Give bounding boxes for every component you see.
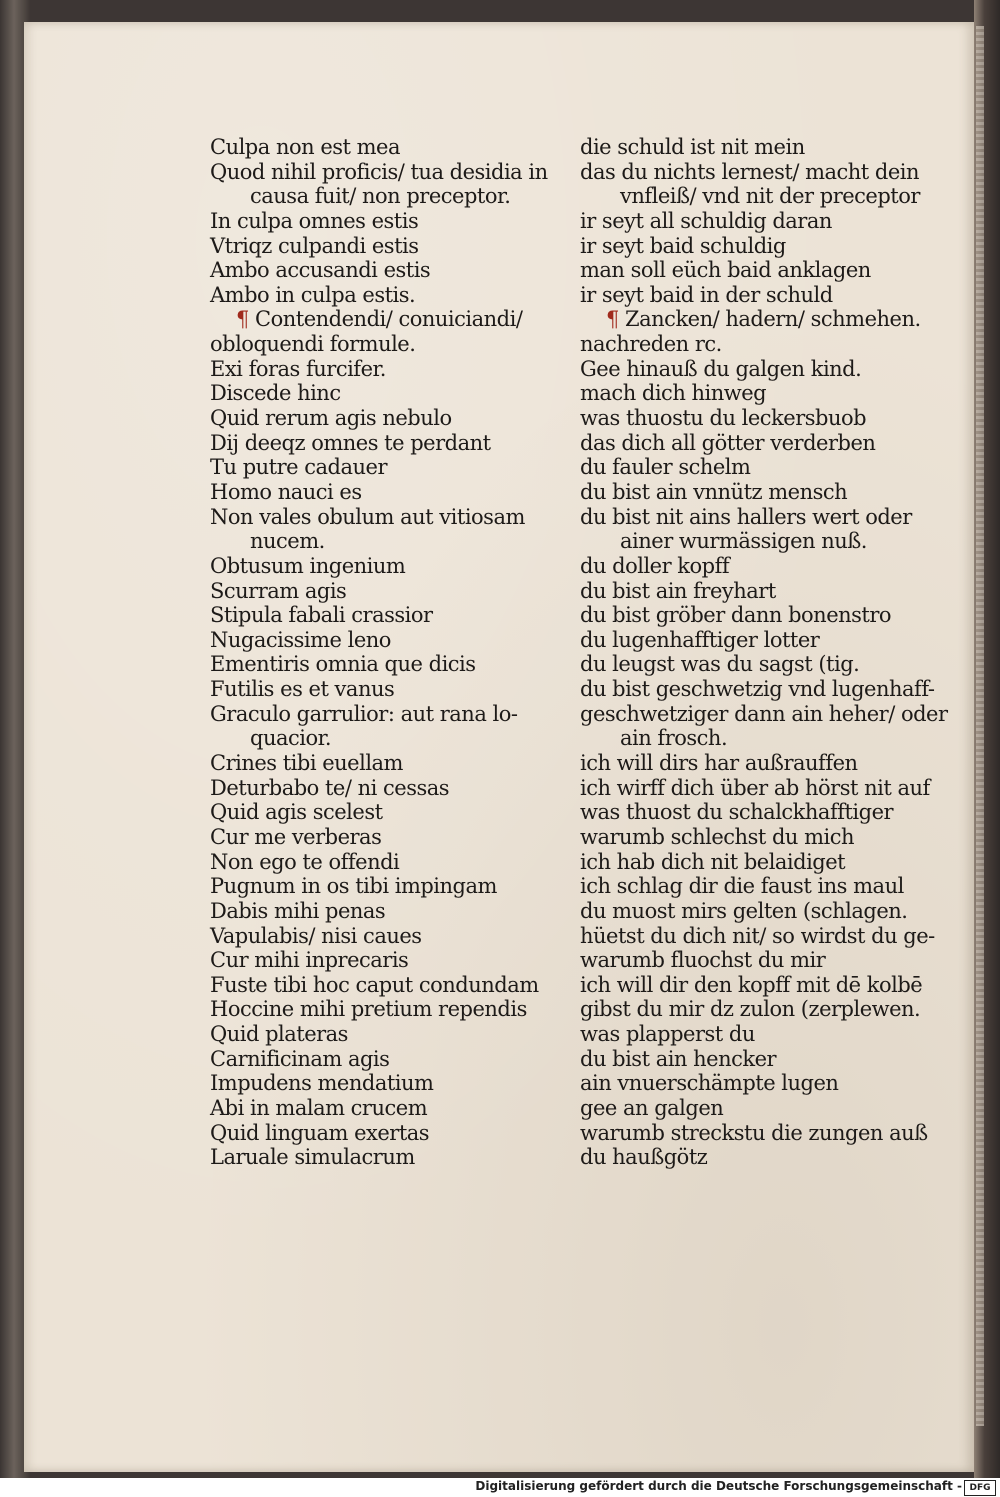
latin-line [210, 381, 590, 406]
german-line-text: du lugenhafftiger lotter [580, 627, 820, 652]
german-line [580, 554, 950, 579]
german-line [580, 702, 950, 727]
latin-line [210, 751, 590, 776]
german-line [580, 825, 950, 850]
latin-line [210, 283, 590, 308]
german-line-text: du bist ain vnnütz mensch [580, 479, 848, 504]
latin-line [210, 258, 590, 283]
latin-line-text: Exi foras furcifer. [210, 356, 386, 381]
latin-line [210, 234, 590, 259]
latin-line-text: Cur me verberas [210, 824, 382, 849]
latin-line [210, 505, 590, 530]
german-line [580, 258, 950, 283]
latin-line [210, 406, 590, 431]
latin-line [210, 726, 590, 751]
german-line [580, 209, 950, 234]
latin-line [210, 357, 590, 382]
latin-line-text: causa fuit/ non preceptor. [250, 184, 511, 209]
german-line [580, 332, 950, 357]
latin-line [210, 480, 590, 505]
latin-line-text: Vapulabis/ nisi caues [210, 923, 422, 948]
latin-column [210, 135, 590, 1170]
latin-line-text: Culpa non est mea [210, 135, 400, 159]
latin-line-text: Ambo accusandi estis [210, 258, 431, 283]
german-line [580, 1022, 950, 1047]
latin-line-text: Fuste tibi hoc caput condundam [210, 972, 539, 997]
german-line [580, 924, 950, 949]
german-line-text: du bist gröber dann bonenstro [580, 603, 892, 628]
german-line [580, 726, 950, 751]
latin-line-text: Cur mihi inprecaris [210, 948, 409, 973]
german-line [580, 603, 950, 628]
german-line [580, 1121, 950, 1146]
german-line-text: gibst du mir dz zulon (zerplewen. [580, 997, 921, 1022]
latin-line-text: Laruale simulacrum [210, 1145, 415, 1170]
german-line [580, 529, 950, 554]
german-line [580, 480, 950, 505]
latin-line [210, 1121, 590, 1146]
latin-line-text: Vtriqz culpandi estis [210, 233, 419, 258]
latin-line [210, 1071, 590, 1096]
german-line-text: ich will dirs har außrauffen [580, 751, 858, 776]
latin-line-text: Quid plateras [210, 1022, 348, 1047]
latin-line-text: Impudens mendatium [210, 1071, 434, 1096]
latin-line [210, 973, 590, 998]
latin-line [210, 332, 590, 357]
latin-line-text: Quid rerum agis nebulo [210, 406, 452, 431]
german-line-text: ich will dir den kopff mit dē kolbē [580, 972, 923, 997]
german-line [580, 899, 950, 924]
german-line-text: vnfleiß/ vnd nit der preceptor [620, 184, 920, 209]
latin-line [210, 628, 590, 653]
latin-line [210, 579, 590, 604]
latin-line-text: Tu putre cadauer [210, 455, 387, 480]
german-line-text: du doller kopff [580, 553, 730, 578]
latin-line [210, 455, 590, 480]
german-line-text: ir seyt all schuldig daran [580, 208, 832, 233]
latin-line [210, 899, 590, 924]
latin-line [210, 160, 590, 185]
german-line [580, 652, 950, 677]
german-line [580, 751, 950, 776]
german-line [580, 776, 950, 801]
german-line [580, 1071, 950, 1096]
dfg-logo: DFG [964, 1480, 996, 1496]
latin-line-text: obloquendi formule. [210, 332, 416, 357]
german-line [580, 874, 950, 899]
german-line-text: mach dich hinweg [580, 381, 767, 406]
latin-line-text: Ambo in culpa estis. [210, 282, 416, 307]
german-line [580, 850, 950, 875]
latin-line-text: Dabis mihi penas [210, 898, 386, 923]
latin-line-text: Non ego te offendi [210, 849, 400, 874]
paragraph-mark-icon: ¶ [236, 307, 256, 332]
latin-line [210, 948, 590, 973]
latin-line [210, 135, 590, 160]
latin-line [210, 776, 590, 801]
german-line [580, 1096, 950, 1121]
latin-line [210, 874, 590, 899]
german-line [580, 1047, 950, 1072]
german-line-text: du muost mirs gelten (schlagen. [580, 898, 908, 923]
german-line [580, 628, 950, 653]
latin-line [210, 1145, 590, 1170]
german-line-text: man soll eüch baid anklagen [580, 258, 871, 283]
german-line [580, 307, 950, 332]
latin-line-text: Hoccine mihi pretium rependis [210, 997, 527, 1022]
latin-line-text: Pugnum in os tibi impingam [210, 874, 497, 899]
german-line-text: hüetst du dich nit/ so wirdst du ge- [580, 923, 935, 948]
german-line [580, 997, 950, 1022]
german-line-text: du bist ain freyhart [580, 578, 776, 603]
latin-line-text: nucem. [250, 529, 325, 554]
german-line-text: du bist geschwetzig vnd lugenhaff- [580, 677, 935, 702]
latin-line [210, 307, 590, 332]
german-line-text: du fauler schelm [580, 455, 751, 480]
footer-bar [0, 1478, 1000, 1497]
latin-line-text: Homo nauci es [210, 479, 362, 504]
german-line-text: Zancken/ hadern/ schmehen. [625, 307, 921, 332]
latin-line-text: Contendendi/ conuiciandi/ [255, 307, 523, 332]
latin-line [210, 209, 590, 234]
german-line-text: was thuostu du leckersbuob [580, 406, 867, 431]
funding-credit: Digitalisierung gefördert durch die Deutsche Forschungsgemeinschaft - [475, 1479, 962, 1493]
page-stack-edge [974, 0, 1000, 1478]
german-line-text: ich hab dich nit belaidiget [580, 849, 846, 874]
german-line-text: Gee hinauß du galgen kind. [580, 356, 862, 381]
german-line [580, 406, 950, 431]
german-line [580, 160, 950, 185]
german-line [580, 184, 950, 209]
german-line-text: ir seyt baid in der schuld [580, 282, 833, 307]
latin-line [210, 677, 590, 702]
latin-line-text: Non vales obulum aut vitiosam [210, 504, 525, 529]
latin-line [210, 702, 590, 727]
latin-line-text: In culpa omnes estis [210, 208, 419, 233]
german-line-text: das du nichts lernest/ macht dein [580, 159, 920, 184]
latin-line [210, 431, 590, 456]
latin-line-text: Nugacissime leno [210, 627, 391, 652]
german-line [580, 431, 950, 456]
german-line [580, 135, 950, 160]
german-line-text: du leugst was du sagst (tig. [580, 652, 860, 677]
german-line-text: ir seyt baid schuldig [580, 233, 786, 258]
latin-line-text: Dij deeqz omnes te perdant [210, 430, 491, 455]
german-line [580, 234, 950, 259]
latin-line-text: Discede hinc [210, 381, 341, 406]
latin-line-text: quacior. [250, 726, 332, 751]
latin-line [210, 1022, 590, 1047]
latin-line-text: Quod nihil proficis/ tua desidia in [210, 159, 548, 184]
german-line [580, 973, 950, 998]
latin-line-text: Carnificinam agis [210, 1046, 390, 1071]
latin-line [210, 652, 590, 677]
latin-line [210, 825, 590, 850]
latin-line-text: Futilis es et vanus [210, 677, 395, 702]
german-line [580, 283, 950, 308]
german-line-text: du bist nit ains hallers wert oder [580, 504, 912, 529]
latin-line-text: Deturbabo te/ ni cessas [210, 775, 450, 800]
german-line-text: du bist ain hencker [580, 1046, 777, 1071]
german-line-text: die schuld ist nit mein [580, 135, 805, 159]
latin-line [210, 554, 590, 579]
latin-line [210, 184, 590, 209]
german-line-text: ain frosch. [620, 726, 728, 751]
german-line-text: das dich all götter verderben [580, 430, 876, 455]
latin-line-text: Scurram agis [210, 578, 347, 603]
german-line-text: gee an galgen [580, 1095, 724, 1120]
latin-line-text: Crines tibi euellam [210, 751, 403, 776]
german-line-text: ich schlag dir die faust ins maul [580, 874, 904, 899]
german-line [580, 800, 950, 825]
latin-line-text: Quid agis scelest [210, 800, 383, 825]
latin-line-text: Stipula fabali crassior [210, 603, 433, 628]
german-line-text: ainer wurmässigen nuß. [620, 529, 867, 554]
latin-line [210, 800, 590, 825]
german-line-text: geschwetziger dann ain heher/ oder [580, 701, 948, 726]
latin-line-text: Abi in malam crucem [210, 1095, 428, 1120]
german-line-text: nachreden rc. [580, 332, 722, 357]
latin-line [210, 1096, 590, 1121]
german-line [580, 455, 950, 480]
german-line [580, 1145, 950, 1170]
german-line-text: ich wirff dich über ab hörst nit auf [580, 775, 930, 800]
latin-line-text: Quid linguam exertas [210, 1120, 430, 1145]
german-line [580, 505, 950, 530]
german-line-text: was thuost du schalckhafftiger [580, 800, 894, 825]
latin-line [210, 997, 590, 1022]
latin-line [210, 603, 590, 628]
latin-line-text: Graculo garrulior: aut rana lo- [210, 701, 518, 726]
german-line [580, 948, 950, 973]
latin-line [210, 1047, 590, 1072]
latin-line [210, 850, 590, 875]
latin-line-text: Obtusum ingenium [210, 553, 406, 578]
latin-line [210, 529, 590, 554]
german-line [580, 381, 950, 406]
german-line [580, 357, 950, 382]
german-line [580, 579, 950, 604]
latin-line [210, 924, 590, 949]
latin-line-text: Ementiris omnia que dicis [210, 652, 476, 677]
german-line-text: was plapperst du [580, 1022, 755, 1047]
german-line-text: warumb fluochst du mir [580, 948, 826, 973]
german-line-text: warumb schlechst du mich [580, 824, 855, 849]
paragraph-mark-icon: ¶ [606, 307, 626, 332]
german-line-text: ain vnuerschämpte lugen [580, 1071, 839, 1096]
german-line-text: du haußgötz [580, 1145, 708, 1170]
german-line-text: warumb streckstu die zungen auß [580, 1120, 928, 1145]
german-line [580, 677, 950, 702]
german-column [580, 135, 950, 1170]
